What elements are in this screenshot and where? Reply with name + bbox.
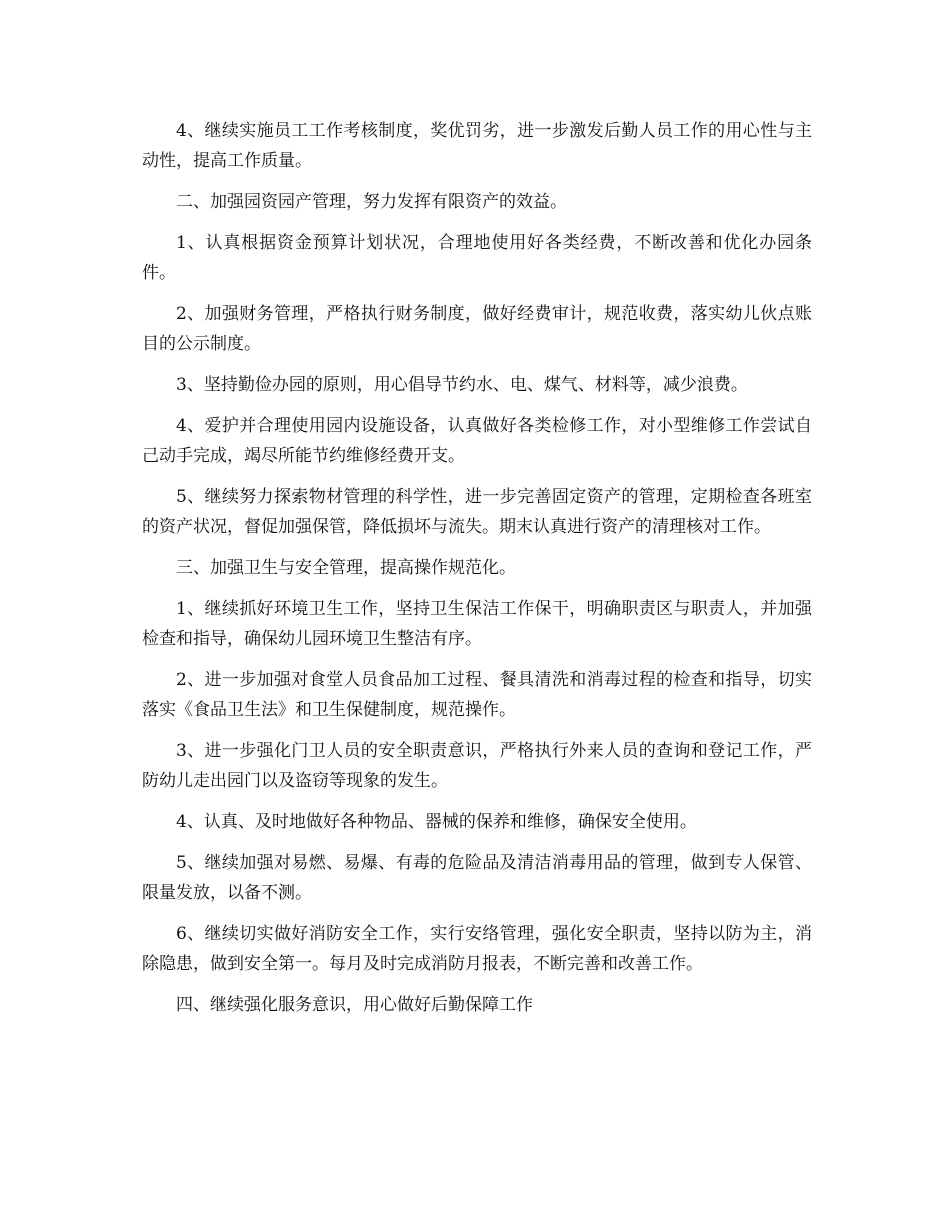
- paragraph-2-3: 3、坚持勤俭办园的原则，用心倡导节约水、电、煤气、材料等，减少浪费。: [176, 375, 748, 395]
- paragraph-2-1: 1、认真根据资金预算计划状况，合理地使用好各类经费，不断改善和优化办园条件。: [142, 233, 812, 283]
- paragraph-2-2: 2、加强财务管理，严格执行财务制度，做好经费审计，规范收费，落实幼儿伙点账目的公示制度。: [142, 304, 812, 354]
- paragraph-3-1: 1、继续抓好环境卫生工作，坚持卫生保洁工作保干，明确职责区与职责人，并加强检查和指导，确保幼儿园环境卫生整洁有序。: [142, 599, 812, 649]
- document-body: [142, 116, 812, 1020]
- paragraph-2-4: 4、爱护并合理使用园内设施设备，认真做好各类检修工作，对小型维修工作尝试自己动手完成，竭尽所能节约维修经费开支。: [142, 416, 812, 466]
- paragraph-3-2: 2、进一步加强对食堂人员食品加工过程、餐具清洗和消毒过程的检查和指导，切实落实《食品卫生法》和卫生保健制度，规范操作。: [142, 670, 812, 720]
- section-heading-3: 三、加强卫生与安全管理，提高操作规范化。: [176, 558, 516, 578]
- paragraph-1: 4、继续实施员工工作考核制度，奖优罚劣，进一步激发后勤人员工作的用心性与主动性，提高工作质量。: [142, 121, 812, 171]
- paragraph-3-4: 4、认真、及时地做好各种物品、器械的保养和维修，确保安全使用。: [176, 812, 697, 832]
- section-heading-2: 二、加强园资园产管理，努力发挥有限资产的效益。: [176, 192, 567, 212]
- paragraph-3-3: 3、进一步强化门卫人员的安全职责意识，严格执行外来人员的查询和登记工作，严防幼儿走出园门以及盗窃等现象的发生。: [142, 741, 812, 791]
- section-heading-4: 四、继续强化服务意识，用心做好后勤保障工作: [176, 995, 533, 1015]
- paragraph-3-5: 5、继续加强对易燃、易爆、有毒的危险品及清洁消毒用品的管理，做到专人保管、限量发放，以备不测。: [142, 853, 812, 903]
- paragraph-2-5: 5、继续努力探索物材管理的科学性，进一步完善固定资产的管理，定期检查各班室的资产状况，督促加强保管，降低损坏与流失。期末认真进行资产的清理核对工作。: [142, 487, 812, 537]
- paragraph-3-6: 6、继续切实做好消防安全工作，实行安络管理，强化安全职责，坚持以防为主，消除隐患，做到安全第一。每月及时完成消防月报表，不断完善和改善工作。: [142, 924, 812, 974]
